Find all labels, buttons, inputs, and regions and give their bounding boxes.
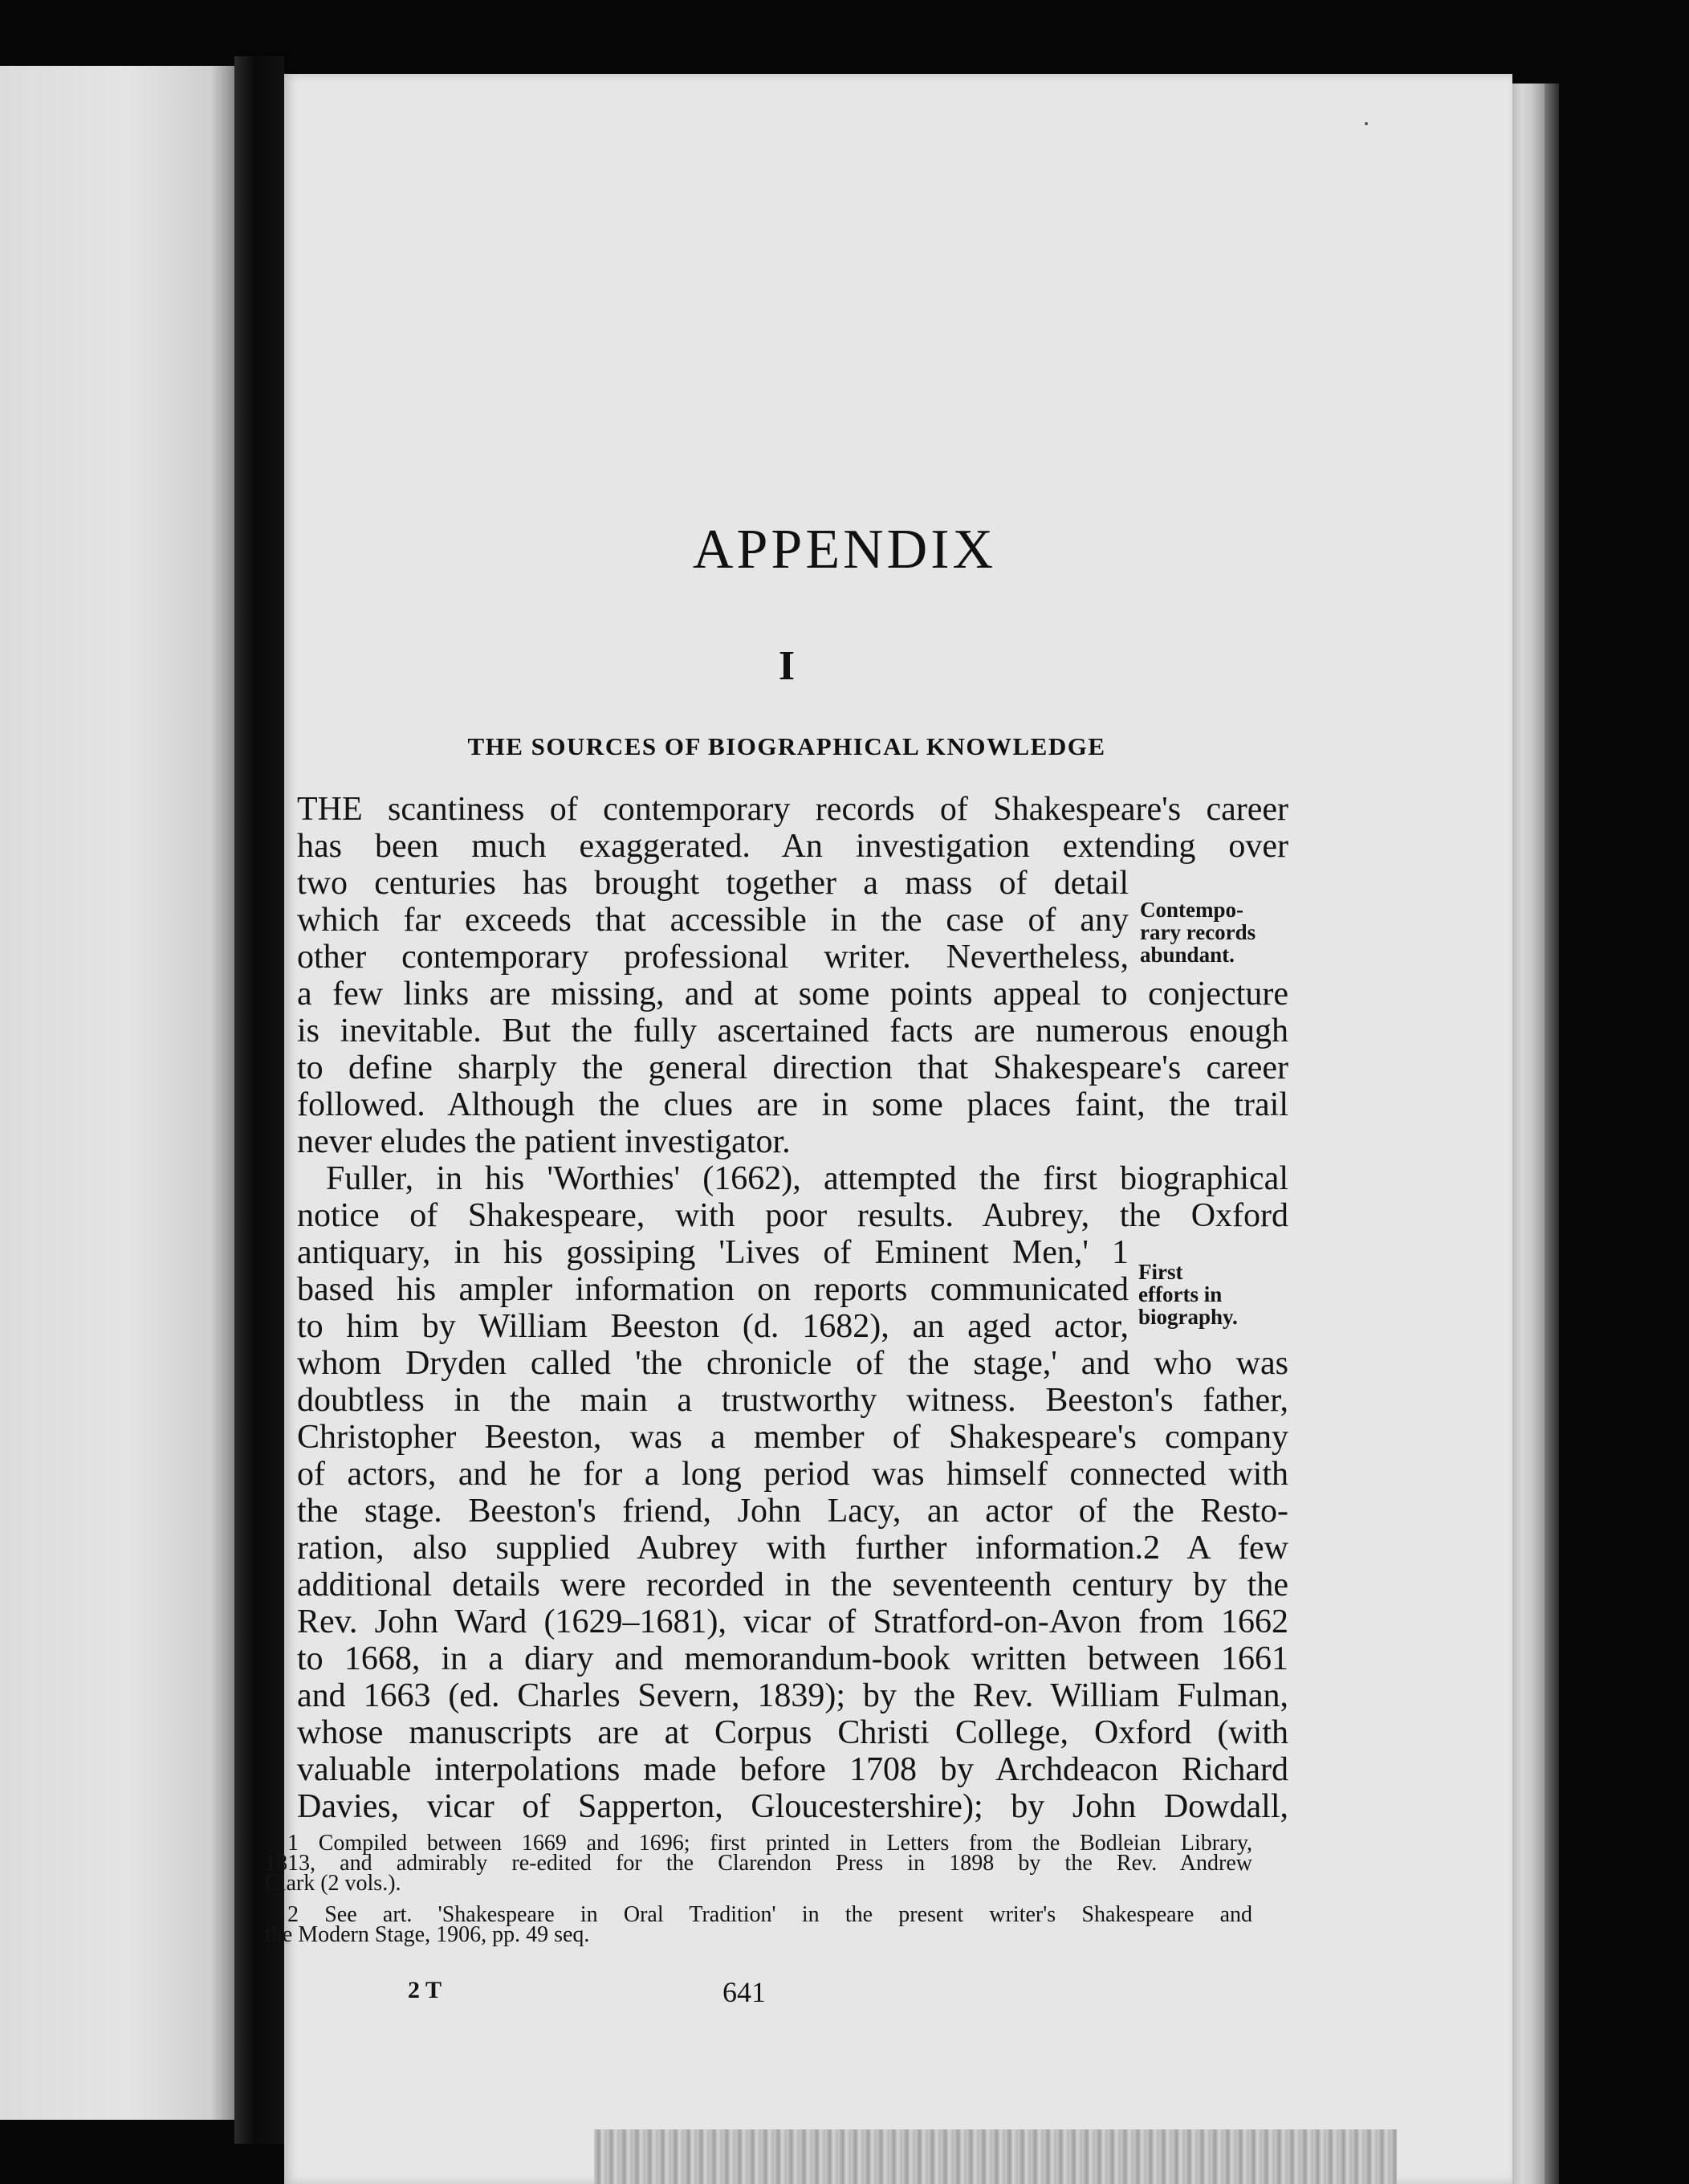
footnote-line: 1813, and admirably re-edited for the Clarendon Press in 1898 by the Rev. Andrew [265, 1851, 1252, 1876]
body-line: is inevitable. But the fully ascertained facts are numerous enough [297, 1013, 1288, 1049]
page-stack-bottom [594, 2129, 1397, 2184]
body-line: of actors, and he for a long period was himself connected with [297, 1456, 1288, 1493]
body-line: other contemporary professional writer. Nevertheless, [297, 939, 1129, 976]
body-line: valuable interpolations made before 1708 by Archdeacon Richard [297, 1751, 1288, 1788]
body-line: whose manuscripts are at Corpus Christi College, Oxford (with [297, 1714, 1288, 1751]
margin-note-contemporary-records [1140, 898, 1292, 966]
section-number: I [778, 643, 796, 689]
body-line: two centuries has brought together a mass of detail [297, 865, 1129, 902]
body-line: to 1668, in a diary and memorandum-book written between 1661 [297, 1640, 1288, 1677]
footnote-line: 1 Compiled between 1669 and 1696; first printed in Letters from the Bodleian Library, [287, 1831, 1252, 1856]
body-line: THE scantiness of contemporary records of Shakespeare's career [297, 791, 1288, 828]
section-title: THE SOURCES OF BIOGRAPHICAL KNOWLEDGE [467, 732, 1106, 760]
page-number: 641 [722, 1976, 766, 2008]
body-line: based his ampler information on reports communicated [297, 1271, 1129, 1308]
body-line: Davies, vicar of Sapperton, Gloucestershire); by John Dowdall, [297, 1788, 1288, 1825]
body-line: notice of Shakespeare, with poor results. Aubrey, the Oxford [297, 1197, 1288, 1234]
margin-note-line: efforts in [1138, 1282, 1223, 1306]
body-line: a few links are missing, and at some points appeal to conjecture [297, 976, 1288, 1013]
body-line: to him by William Beeston (d. 1682), an aged actor, [297, 1308, 1129, 1345]
margin-note-first-efforts [1138, 1261, 1291, 1328]
body-line: and 1663 (ed. Charles Severn, 1839); by the Rev. William Fulman, [297, 1677, 1288, 1714]
footnote-line: 2 See art. 'Shakespeare in Oral Tradition' in the present writer's Shakespeare and [287, 1902, 1252, 1927]
footnotes [265, 1833, 1252, 1945]
book-gutter [234, 56, 284, 2144]
body-line: whom Dryden called 'the chronicle of the stage,' and who was [297, 1345, 1288, 1382]
body-line: has been much exaggerated. An investigation extending over [297, 828, 1288, 865]
scan-speck [1365, 122, 1368, 125]
page-title: APPENDIX [692, 519, 997, 581]
margin-note-line: First [1138, 1260, 1183, 1284]
footnote-line: Clark (2 vols.). [265, 1871, 401, 1896]
signature-mark: 2 T [408, 1977, 442, 2003]
body-line: the stage. Beeston's friend, John Lacy, an actor of the Resto- [297, 1493, 1288, 1530]
margin-note-line: biography. [1138, 1305, 1238, 1329]
body-line: Fuller, in his 'Worthies' (1662), attempted the first biographical [326, 1160, 1288, 1197]
body-line: Rev. John Ward (1629–1681), vicar of Stratford-on-Avon from 1662 [297, 1603, 1288, 1640]
page-edge-shadow [1545, 84, 1559, 2184]
margin-note-line: rary records [1140, 920, 1256, 944]
body-line: doubtless in the main a trustworthy witness. Beeston's father, [297, 1382, 1288, 1419]
body-line: which far exceeds that accessible in the case of any [297, 902, 1129, 939]
body-line: never eludes the patient investigator. [297, 1123, 791, 1160]
body-line: Christopher Beeston, was a member of Shakespeare's company [297, 1419, 1288, 1456]
margin-note-line: abundant. [1140, 943, 1235, 967]
body-line: to define sharply the general direction that Shakespeare's career [297, 1049, 1288, 1086]
body-line: ration, also supplied Aubrey with further information.2 A few [297, 1530, 1288, 1567]
body-line: additional details were recorded in the seventeenth century by the [297, 1567, 1288, 1603]
footnote-line: the Modern Stage, 1906, pp. 49 seq. [265, 1922, 590, 1947]
page-fore-edge [1512, 84, 1545, 2184]
margin-note-line: Contempo- [1140, 898, 1243, 922]
facing-page-edge [0, 66, 234, 2120]
body-line: followed. Although the clues are in some places faint, the trail [297, 1086, 1288, 1123]
body-line: antiquary, in his gossiping 'Lives of Eminent Men,' 1 [297, 1234, 1129, 1271]
